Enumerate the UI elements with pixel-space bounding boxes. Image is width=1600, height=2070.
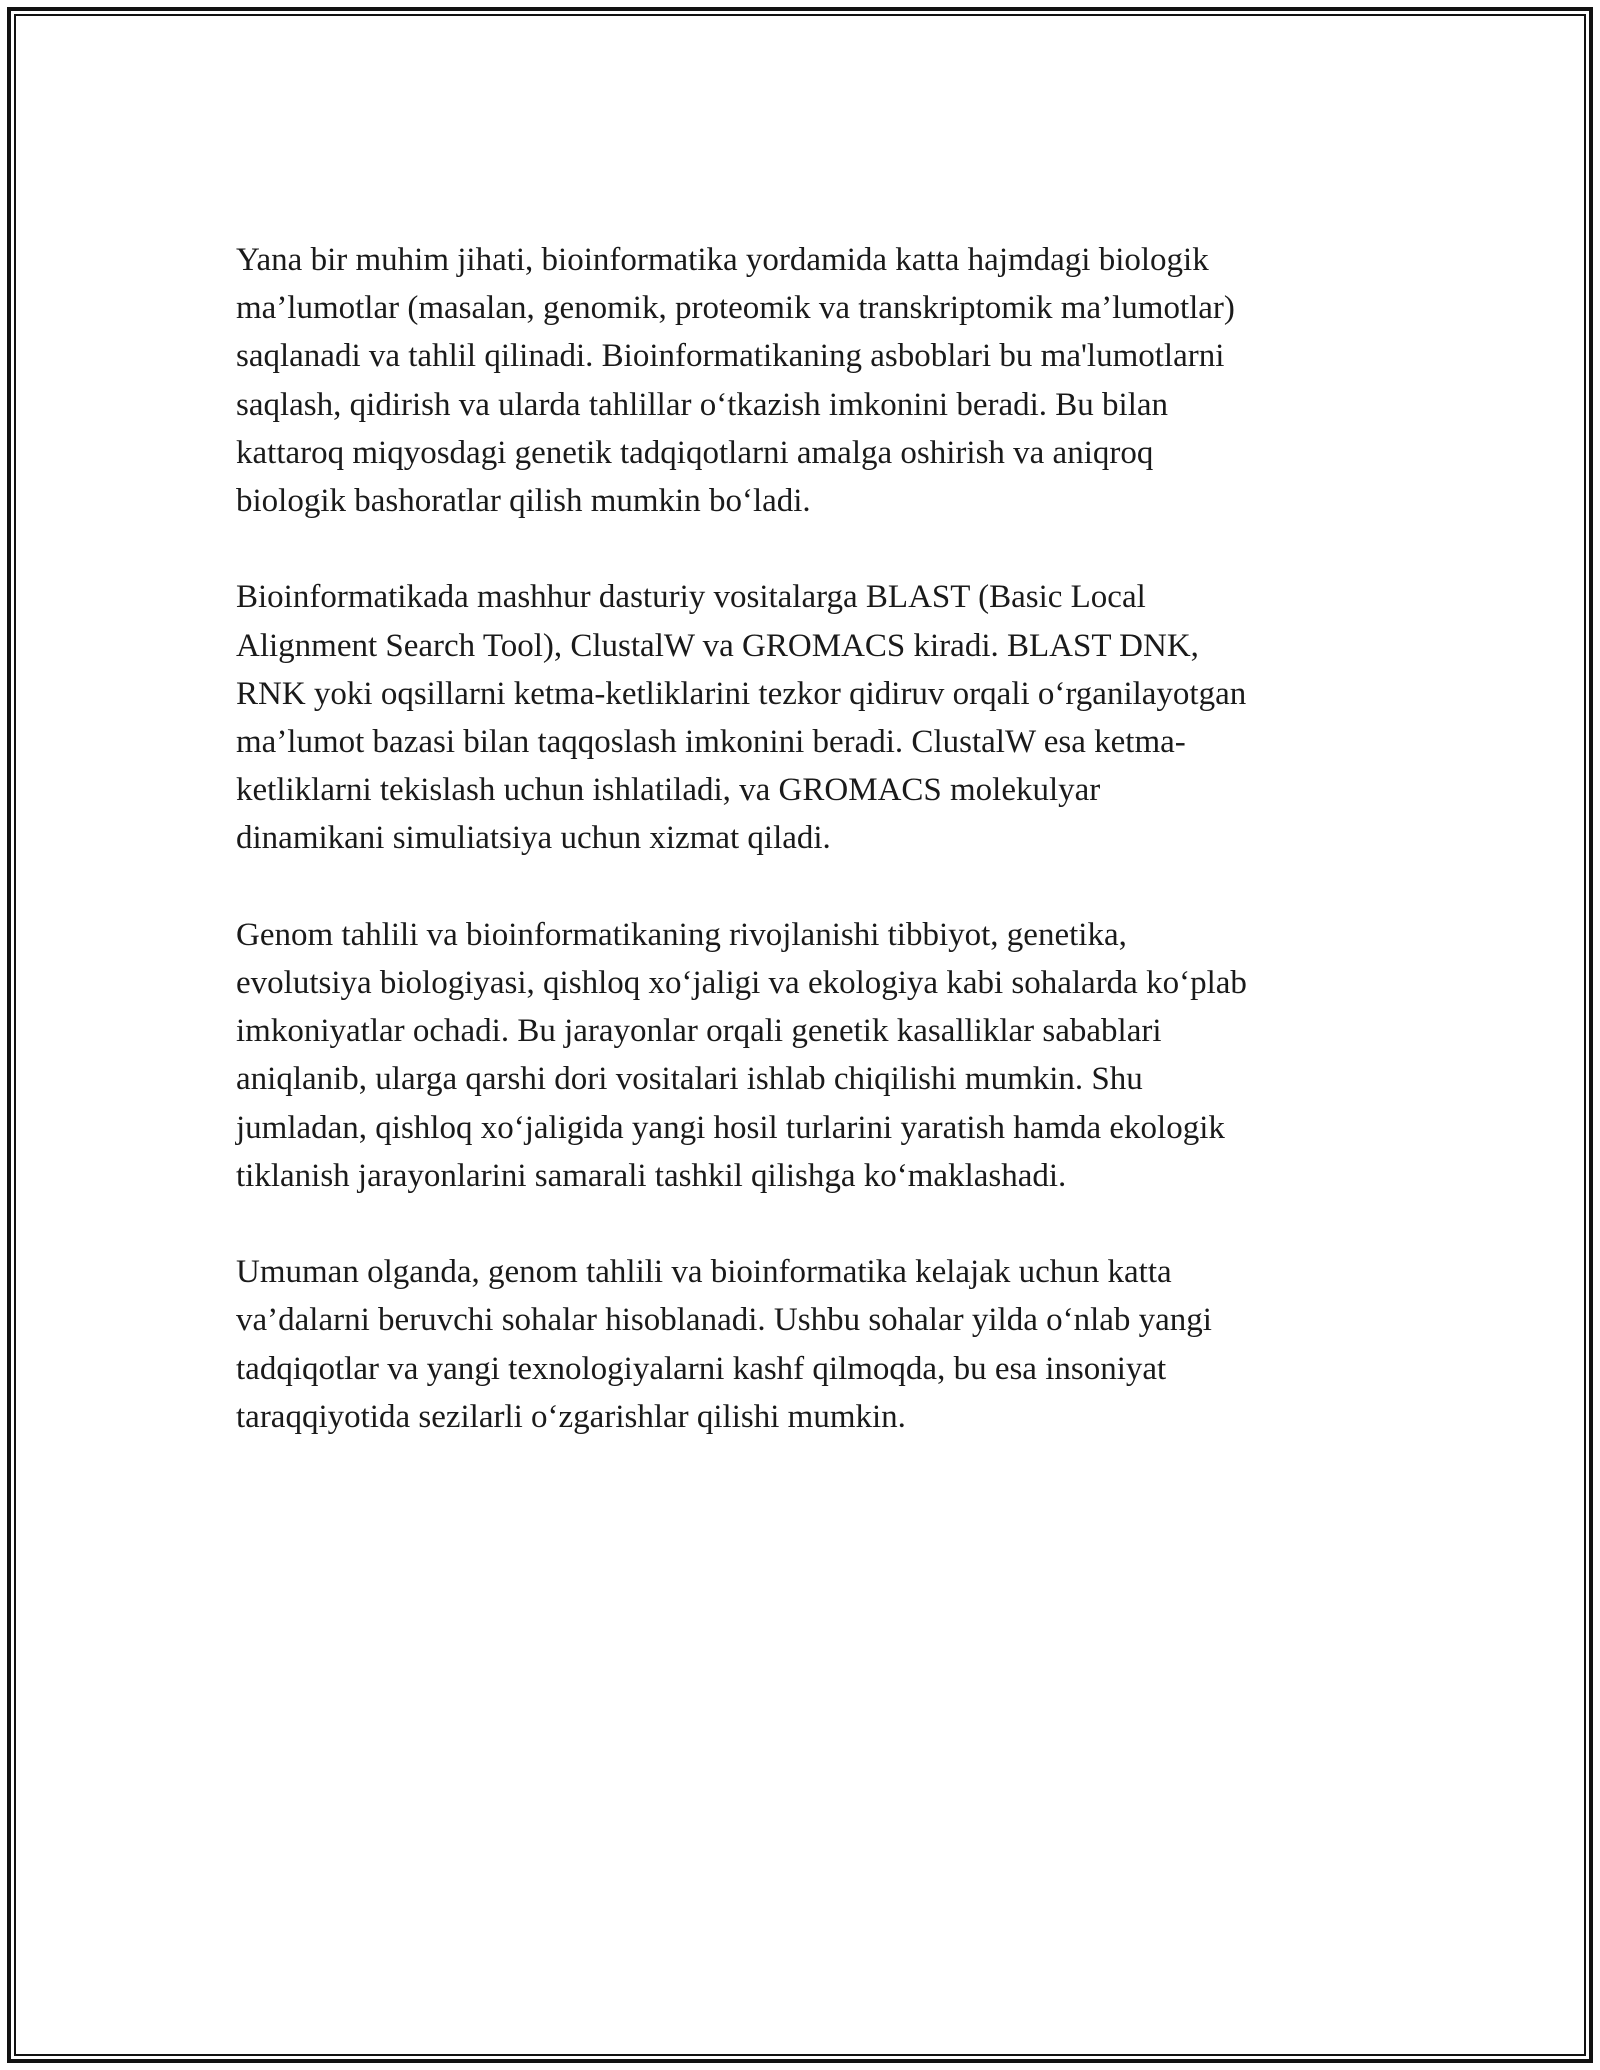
- document-body: [236, 236, 1366, 1441]
- text-line: aniqlanib, ularga qarshi dori vositalari ishlab chiqilishi mumkin. Shu: [236, 1061, 1143, 1098]
- text-line: Yana bir muhim jihati, bioinformatika yordamida katta hajmdagi biologik: [236, 242, 1209, 278]
- text-line: tadqiqotlar va yangi texnologiyalarni kashf qilmoqda, bu esa insoniyat: [236, 1350, 1167, 1387]
- text-line: ma’lumotlar (masalan, genomik, proteomik va transkriptomik ma’lumotlar): [236, 290, 1235, 327]
- text-line: ketliklarni tekislash uchun ishlatiladi, va GROMACS molekulyar: [236, 772, 1101, 809]
- text-line: Alignment Search Tool), ClustalW va GROMACS kiradi. BLAST DNK,: [236, 627, 1199, 664]
- text-line: saqlash, qidirish va ularda tahlillar o‘tkazish imkonini beradi. Bu bilan: [236, 386, 1169, 423]
- text-line: Umuman olganda, genom tahlili va bioinformatika kelajak uchun katta: [236, 1254, 1172, 1291]
- text-line: kattaroq miqyosdagi genetik tadqiqotlarni amalga oshirish va aniqroq: [236, 434, 1154, 471]
- text-line: tiklanish jarayonlarini samarali tashkil qilishga ko‘maklashadi.: [236, 1157, 1067, 1194]
- text-line: jumladan, qishloq xo‘jaligida yangi hosil turlarini yaratish hamda ekologik: [236, 1109, 1225, 1146]
- text-line: dinamikani simuliatsiya uchun xizmat qiladi.: [236, 820, 831, 857]
- text-line: va’dalarni beruvchi sohalar hisoblanadi. Ushbu sohalar yilda o‘nlab yangi: [236, 1302, 1212, 1339]
- text-line: biologik bashoratlar qilish mumkin bo‘ladi.: [236, 483, 811, 520]
- text-line: RNK yoki oqsillarni ketma-ketliklarini tezkor qidiruv orqali o‘rganilayotgan: [236, 675, 1247, 712]
- text-line: imkoniyatlar ochadi. Bu jarayonlar orqali genetik kasalliklar sabablari: [236, 1013, 1162, 1050]
- text-line: Genom tahlili va bioinformatikaning rivojlanishi tibbiyot, genetika,: [236, 916, 1127, 953]
- text-line: evolutsiya biologiyasi, qishloq xo‘jaligi va ekologiya kabi sohalarda ko‘plab: [236, 965, 1247, 1002]
- paragraph-applications: [236, 911, 1366, 1200]
- text-line: saqlanadi va tahlil qilinadi. Bioinformatikaning asboblari bu ma'lumotlarni: [236, 338, 1225, 375]
- paragraph-software-tools: [236, 573, 1366, 862]
- text-line: taraqqiyotida sezilarli o‘zgarishlar qilishi mumkin.: [236, 1398, 906, 1435]
- text-line: ma’lumot bazasi bilan taqqoslash imkonini beradi. ClustalW esa ketma-: [236, 724, 1186, 761]
- paragraph-bioinformatics-data: [236, 236, 1366, 525]
- paragraph-conclusion: [236, 1248, 1366, 1441]
- text-line: Bioinformatikada mashhur dasturiy vositalarga BLAST (Basic Local: [236, 579, 1146, 616]
